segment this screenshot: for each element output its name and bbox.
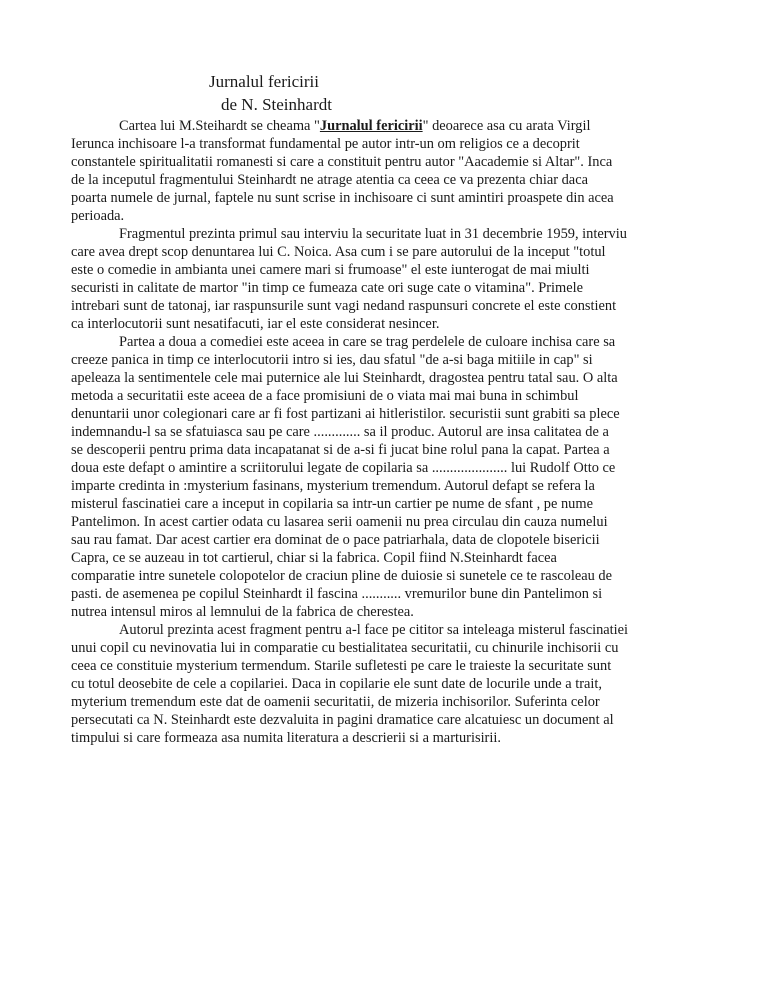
text-run: nutrea intensul miros al lemnului de la fabrica de cherestea. (71, 604, 414, 620)
text-run: poarta numele de jurnal, faptele nu sunt scrise in inchisoare ci sunt amintiri proaspete din acea (71, 190, 614, 206)
paragraph (71, 117, 701, 225)
paragraph-line (71, 279, 701, 297)
paragraph-line (71, 441, 701, 459)
paragraph-line (71, 225, 701, 243)
paragraph-line (71, 243, 701, 261)
text-run: pasti. de asemenea pe copilul Steinhardt il fascina ........... vremurilor bune din Pantelimon si (71, 586, 603, 602)
paragraph-line (71, 459, 701, 477)
text-run: cu totul deosebite de cele a copilariei. Daca in copilarie ele sunt date de locurile unde a trait, (71, 676, 603, 692)
paragraph-line (71, 315, 701, 333)
text-run: constantele spiritualitatii romanesti si care a constituit pentru autor "Aacademie si Altar". Inca (71, 154, 613, 170)
paragraph-line (71, 171, 701, 189)
paragraph-line (71, 153, 701, 171)
document-author: de N. Steinhardt (221, 95, 332, 114)
paragraph-line (71, 297, 701, 315)
text-run: sau rau famat. Dar acest cartier era dominat de o pace patriarhala, data de clopotele bisericii (71, 532, 600, 548)
paragraph-line (71, 639, 701, 657)
text-run: doua este defapt o amintire a scriitorului legate de copilaria sa ..................... lui Rudolf Otto ce (71, 460, 616, 476)
text-run: persecutati ca N. Steinhardt este dezvaluita in pagini dramatice care alcatuiesc un document al (71, 712, 614, 728)
text-run: unui copil cu nevinovatia lui in comparatie cu bestialitatea securitatii, cu chinurile inchisorii cu (71, 640, 619, 656)
text-run: Autorul prezinta acest fragment pentru a-l face pe cititor sa inteleaga misterul fascinatiei (119, 622, 629, 638)
text-run: timpului si care formeaza asa numita literatura a descrierii si a marturisirii. (71, 730, 501, 746)
text-run: Ierunca inchisoare l-a transformat fundamental pe autor intr-un om religios ce a decoprit (71, 136, 580, 152)
text-run: de la inceputul fragmentului Steinhardt ne atrage atentia ca ceea ce va prezenta chiar daca (71, 172, 588, 188)
paragraph-line (71, 261, 701, 279)
paragraph-line (71, 513, 701, 531)
paragraph (71, 225, 701, 333)
paragraph-line (71, 621, 701, 639)
paragraph-line (71, 567, 701, 585)
text-run: care avea drept scop denuntarea lui C. Noica. Asa cum i se pare autorului de la inceput "totul (71, 244, 606, 260)
text-run: se descoperii pentru prima data incapatanat si de a-si fi jucat bine rolul pana la capat. Partea a (71, 442, 610, 458)
paragraph-line (71, 603, 701, 621)
paragraph (71, 333, 701, 621)
text-run: " deoarece asa cu arata Virgil (422, 118, 591, 134)
paragraph-line (71, 351, 701, 369)
text-run: Cartea lui M.Steihardt se cheama " (119, 118, 320, 134)
document-title: Jurnalul fericirii (209, 72, 319, 91)
text-run: denuntarii unor colegionari care ar fi fost partizani ai hitleristilor. securistii sunt grabiti sa plece (71, 406, 620, 422)
paragraph-line (71, 531, 701, 549)
paragraph-line (71, 387, 701, 405)
paragraph-line (71, 369, 701, 387)
text-run: comparatie intre sunetele colopotelor de craciun pline de duiosie si sunetele ce te rascoleau de (71, 568, 613, 584)
paragraph-line (71, 729, 701, 747)
text-run: metoda a securitatii este aceea de a face promisiuni de o viata mai mai buna in schimbul (71, 388, 579, 404)
text-run: Capra, ce se auzeau in tot cartierul, chiar si la fabrica. Copil fiind N.Steinhardt facea (71, 550, 557, 566)
paragraph-line (71, 189, 701, 207)
paragraph-line (71, 657, 701, 675)
text-run: perioada. (71, 208, 125, 224)
paragraph-line (71, 711, 701, 729)
paragraph-line (71, 333, 701, 351)
paragraph-line (71, 423, 701, 441)
paragraph (71, 621, 701, 747)
text-run: myterium tremendum este dat de oamenii securitatii, de mizeria inchisorilor. Suferinta celor (71, 694, 600, 710)
paragraph-line (71, 117, 701, 135)
document-body (71, 117, 701, 747)
text-run: intrebari sunt de tatonaj, iar raspunsurile sunt vagi nedand raspunsuri concrete el este constient (71, 298, 617, 314)
paragraph-line (71, 135, 701, 153)
paragraph-line (71, 495, 701, 513)
paragraph-line (71, 549, 701, 567)
paragraph-line (71, 675, 701, 693)
text-run: indemnandu-l sa se sfatuiasca sau pe care ............. sa il produc. Autorul are insa calitatea de a (71, 424, 609, 440)
paragraph-line (71, 207, 701, 225)
text-run: ca interlocutorii sunt nesatifacuti, iar el este considerat nesincer. (71, 316, 440, 332)
text-run: apeleaza la sentimentele cele mai puternice ale lui Steinhardt, dragostea pentru tatal sau. O alta (71, 370, 618, 386)
paragraph-line (71, 693, 701, 711)
text-run: creeze panica in timp ce interlocutorii intro si ies, dau sfatul "de a-si baga mitiile in cap" si (71, 352, 593, 368)
text-run: ceea ce constituie mysterium termendum. Starile sufletesti pe care le traieste la securitate sunt (71, 658, 612, 674)
text-run: Pantelimon. In acest cartier odata cu lasarea serii oamenii nu prea circulau din cauza numelui (71, 514, 608, 530)
paragraph-line (71, 585, 701, 603)
text-run: imparte credinta in :mysterium fasinans, mysterium tremendum. Autorul defapt se refera la (71, 478, 595, 494)
book-title-emphasis: Jurnalul fericirii (319, 118, 423, 134)
text-run: securisti in calitate de martor "in timp ce fumeaza cate ori suge cate o vitamina". Primele (71, 280, 584, 296)
text-run: Fragmentul prezinta primul sau interviu la securitate luat in 31 decembrie 1959, interviu (119, 226, 627, 242)
text-run: este o comedie in ambianta unei camere mari si frumoase" el este iunterogat de mai miulti (71, 262, 590, 278)
paragraph-line (71, 405, 701, 423)
text-run: misterul fascinatiei care a inceput in copilaria sa intr-un cartier pe nume de sfant , pe nume (71, 496, 593, 512)
paragraph-line (71, 477, 701, 495)
text-run: Partea a doua a comediei este aceea in care se trag perdelele de culoare inchisa care sa (119, 334, 616, 350)
